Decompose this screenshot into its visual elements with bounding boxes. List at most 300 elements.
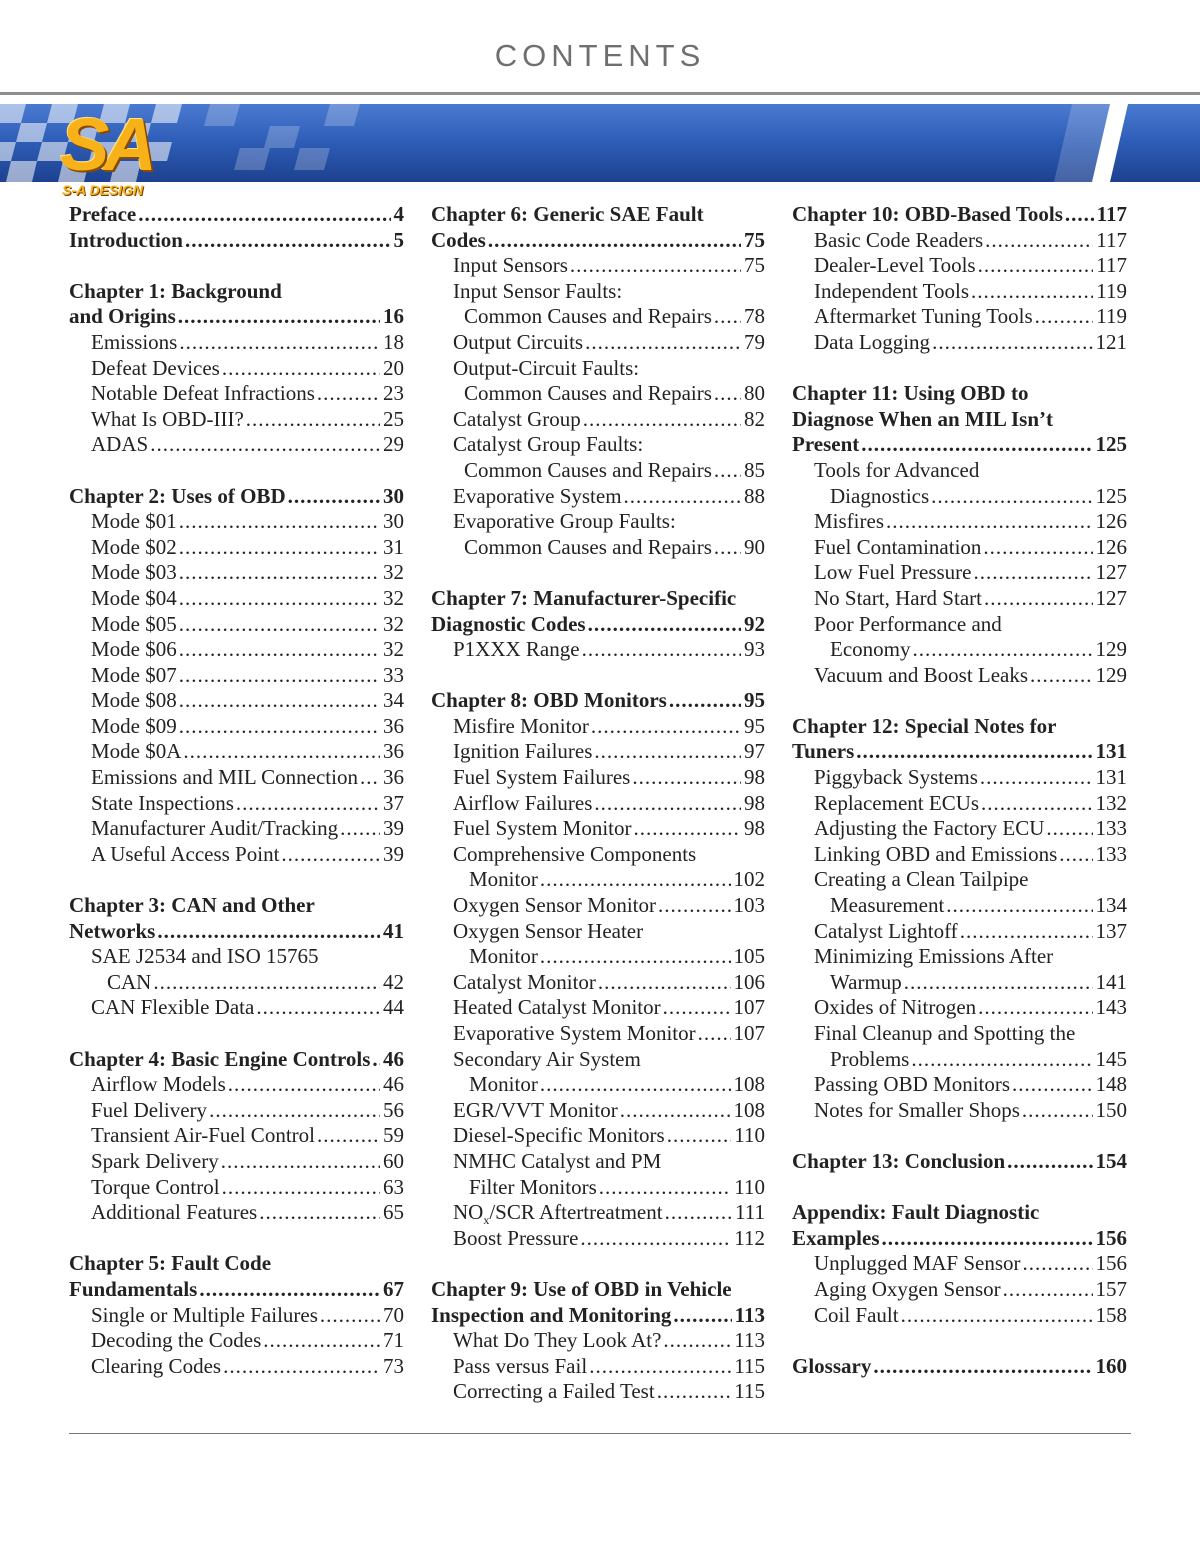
toc-section-entry[interactable] <box>431 791 765 817</box>
toc-entry-title: Basic Code Readers <box>814 227 984 252</box>
toc-entry-title: Warmup <box>830 969 902 994</box>
toc-section-entry[interactable] <box>431 279 765 305</box>
toc-page-number: 107 <box>733 1021 765 1045</box>
toc-chapter-entry[interactable] <box>431 612 765 638</box>
toc-section-entry[interactable] <box>431 407 765 433</box>
toc-section-entry[interactable] <box>69 1098 404 1124</box>
dot-leader <box>540 1072 731 1098</box>
toc-entry-title: Mode $02 <box>91 534 177 559</box>
toc-chapter-entry[interactable] <box>792 407 1127 433</box>
toc-chapter-entry[interactable] <box>69 919 404 945</box>
toc-section-entry[interactable] <box>431 1149 765 1175</box>
toc-page-number: 131 <box>1095 765 1127 790</box>
toc-entry-title: Chapter 11: Using OBD to <box>792 381 1029 406</box>
toc-entry-title: Additional Features <box>91 1200 258 1225</box>
toc-entry-subscript: x <box>483 1213 490 1228</box>
toc-section-entry[interactable] <box>431 330 765 356</box>
toc-page-number: 131 <box>1095 739 1127 764</box>
toc-section-entry[interactable] <box>69 407 404 433</box>
dot-leader <box>1012 1072 1092 1098</box>
toc-spacer <box>792 356 1127 382</box>
toc-entry-title: Chapter 10: OBD-Based Tools <box>792 202 1063 226</box>
toc-entry-title: Chapter 7: Manufacturer-Specific <box>431 585 737 610</box>
toc-section-entry[interactable] <box>69 663 404 689</box>
toc-section-entry[interactable] <box>792 330 1127 356</box>
dot-leader <box>931 484 1092 510</box>
toc-entry-title: Chapter 12: Special Notes for <box>792 713 1057 738</box>
toc-page-number: 145 <box>1095 1046 1127 1071</box>
toc-section-entry[interactable] <box>431 1047 765 1073</box>
toc-section-entry[interactable] <box>431 432 765 458</box>
toc-section-entry[interactable] <box>431 1200 765 1226</box>
toc-section-entry[interactable] <box>792 1072 1127 1098</box>
toc-entry-title: Airflow Failures <box>453 790 593 815</box>
dot-leader <box>540 944 731 970</box>
toc-entry-title: Catalyst Lightoff <box>814 918 958 943</box>
toc-section-entry[interactable] <box>431 458 765 484</box>
toc-entry-title: Creating a Clean Tailpipe <box>814 867 1029 892</box>
toc-section-entry[interactable] <box>431 1354 765 1380</box>
toc-section-entry[interactable] <box>792 484 1127 510</box>
toc-page-number: 34 <box>383 688 404 713</box>
dot-leader <box>1007 1149 1092 1175</box>
toc-section-entry[interactable] <box>792 1021 1127 1047</box>
toc-section-entry[interactable] <box>792 765 1127 791</box>
toc-section-entry[interactable] <box>431 739 765 765</box>
toc-page-number: 111 <box>735 1200 765 1225</box>
toc-section-entry[interactable] <box>69 1149 404 1175</box>
toc-spacer <box>69 458 404 484</box>
toc-section-entry[interactable] <box>431 995 765 1021</box>
toc-chapter-entry[interactable] <box>792 1149 1127 1175</box>
toc-entry-title-part: NO <box>453 1200 484 1225</box>
dot-leader <box>1023 1251 1093 1277</box>
toc-section-entry[interactable] <box>431 919 765 945</box>
toc-section-entry[interactable] <box>792 816 1127 842</box>
toc-chapter-entry[interactable] <box>792 202 1127 228</box>
toc-section-entry[interactable] <box>69 586 404 612</box>
toc-entry-title: Chapter 9: Use of OBD in Vehicle <box>431 1276 732 1301</box>
toc-entry-title: Oxygen Sensor Heater <box>453 918 644 943</box>
toc-entry-title: Minimizing Emissions After <box>814 944 1054 969</box>
toc-chapter-entry[interactable] <box>69 279 404 305</box>
dot-leader <box>179 535 380 561</box>
dot-leader <box>583 407 741 433</box>
toc-section-entry[interactable] <box>792 970 1127 996</box>
toc-page-number: 92 <box>744 611 765 636</box>
toc-page-number: 157 <box>1095 1276 1127 1301</box>
toc-page-number: 4 <box>393 202 404 226</box>
toc-page-number: 98 <box>744 816 765 841</box>
toc-entry-title: Present <box>792 432 860 457</box>
toc-page-number: 134 <box>1095 893 1127 918</box>
toc-section-entry[interactable] <box>69 560 404 586</box>
toc-section-entry[interactable] <box>69 995 404 1021</box>
page-title: CONTENTS <box>494 38 706 73</box>
toc-section-entry[interactable] <box>792 458 1127 484</box>
toc-page-number: 33 <box>383 662 404 687</box>
toc-page-number: 63 <box>383 1174 404 1199</box>
dot-leader <box>582 637 741 663</box>
toc-section-entry[interactable] <box>69 330 404 356</box>
toc-chapter-entry[interactable] <box>69 893 404 919</box>
dot-leader <box>960 919 1093 945</box>
toc-section-entry[interactable] <box>69 791 404 817</box>
toc-entry-title: Single or Multiple Failures <box>91 1302 318 1327</box>
toc-section-entry[interactable] <box>431 1123 765 1149</box>
toc-entry-title: Passing OBD Monitors <box>814 1072 1011 1097</box>
toc-section-entry[interactable] <box>792 1277 1127 1303</box>
toc-section-entry[interactable] <box>69 381 404 407</box>
toc-page-number: 102 <box>733 867 765 892</box>
dot-leader <box>179 612 380 638</box>
toc-section-entry[interactable] <box>431 304 765 330</box>
dot-leader <box>665 1200 732 1226</box>
toc-chapter-entry[interactable] <box>792 1226 1127 1252</box>
toc-entry-title <box>453 1200 663 1226</box>
toc-section-entry[interactable] <box>792 637 1127 663</box>
toc-page-number: 117 <box>1096 202 1127 226</box>
toc-page-number: 129 <box>1095 637 1127 662</box>
toc-entry-title: ADAS <box>91 432 149 457</box>
toc-spacer <box>431 560 765 586</box>
toc-section-entry[interactable] <box>69 432 404 458</box>
toc-page-number: 5 <box>393 227 404 252</box>
toc-page-number: 119 <box>1096 278 1127 303</box>
toc-chapter-entry[interactable] <box>69 202 404 228</box>
toc-entry-title: Codes <box>431 227 486 252</box>
toc-entry-title: Coil Fault <box>814 1302 899 1327</box>
toc-chapter-entry[interactable] <box>792 1354 1127 1380</box>
toc-entry-title: Monitor <box>469 867 538 892</box>
toc-page-number: 90 <box>744 534 765 559</box>
toc-chapter-entry[interactable] <box>69 1251 404 1277</box>
toc-section-entry[interactable] <box>69 816 404 842</box>
toc-chapter-entry[interactable] <box>792 1200 1127 1226</box>
toc-page-number: 103 <box>733 893 765 918</box>
toc-section-entry[interactable] <box>69 356 404 382</box>
toc-entry-title: Output-Circuit Faults: <box>453 355 640 380</box>
dot-leader <box>259 1200 380 1226</box>
dot-leader <box>580 1226 731 1252</box>
toc-entry-title: What Is OBD-III? <box>91 406 244 431</box>
dot-leader <box>179 663 380 689</box>
toc-entry-title: Notable Defeat Infractions <box>91 381 315 406</box>
toc-entry-title: Linking OBD and Emissions <box>814 841 1058 866</box>
toc-page-number: 88 <box>744 483 765 508</box>
toc-page-number: 44 <box>383 995 404 1020</box>
toc-entry-title: Diagnostic Codes <box>431 611 586 636</box>
toc-entry-title: Output Circuits <box>453 329 584 354</box>
toc-section-entry[interactable] <box>792 509 1127 535</box>
toc-entry-title: Catalyst Group <box>453 406 581 431</box>
toc-page-number: 107 <box>733 995 765 1020</box>
toc-entry-title: Defeat Devices <box>91 355 220 380</box>
dot-leader <box>1022 1098 1093 1124</box>
toc-entry-title: Misfires <box>814 509 884 534</box>
toc-section-entry[interactable] <box>431 714 765 740</box>
toc-section-entry[interactable] <box>69 509 404 535</box>
toc-page-number: 73 <box>383 1353 404 1378</box>
toc-entry-title: Common Causes and Repairs <box>464 381 712 406</box>
toc-section-entry[interactable] <box>69 1175 404 1201</box>
toc-page-number: 95 <box>744 713 765 738</box>
toc-section-entry[interactable] <box>69 1328 404 1354</box>
toc-spacer <box>792 688 1127 714</box>
dot-leader <box>978 995 1092 1021</box>
dot-leader <box>594 739 741 765</box>
toc-page-number: 56 <box>383 1097 404 1122</box>
toc-section-entry[interactable] <box>69 944 404 970</box>
toc-spacer <box>69 1226 404 1252</box>
toc-section-entry[interactable] <box>431 970 765 996</box>
toc-chapter-entry[interactable] <box>69 228 404 254</box>
dot-leader <box>714 304 741 330</box>
dot-leader <box>598 970 731 996</box>
toc-section-entry[interactable] <box>792 612 1127 638</box>
dot-leader <box>714 381 741 407</box>
dot-leader <box>588 612 741 638</box>
toc-chapter-entry[interactable] <box>792 739 1127 765</box>
toc-section-entry[interactable] <box>431 867 765 893</box>
dot-leader <box>861 432 1092 458</box>
toc-entry-title: EGR/VVT Monitor <box>453 1097 618 1122</box>
toc-section-entry[interactable] <box>792 944 1127 970</box>
toc-section-entry[interactable] <box>792 586 1127 612</box>
toc-page-number: 126 <box>1095 509 1127 534</box>
toc-page-number: 32 <box>383 585 404 610</box>
toc-page-number: 160 <box>1095 1353 1127 1378</box>
toc-entry-title: Mode $01 <box>91 509 177 534</box>
dot-leader <box>980 765 1093 791</box>
toc-chapter-entry[interactable] <box>69 484 404 510</box>
toc-chapter-entry[interactable] <box>431 586 765 612</box>
toc-section-entry[interactable] <box>69 637 404 663</box>
footer-rule <box>69 1433 1131 1434</box>
toc-entry-title: Chapter 4: Basic Engine Controls <box>69 1046 371 1071</box>
toc-entry-title: Tuners <box>792 739 855 764</box>
dot-leader <box>209 1098 380 1124</box>
toc-page-number: 106 <box>733 969 765 994</box>
toc-section-entry[interactable] <box>792 1047 1127 1073</box>
dot-leader <box>911 1047 1092 1073</box>
toc-section-entry[interactable] <box>431 356 765 382</box>
toc-page-number: 25 <box>383 406 404 431</box>
toc-section-entry[interactable] <box>792 919 1127 945</box>
dot-leader <box>904 970 1093 996</box>
toc-entry-title: and Origins <box>69 304 176 329</box>
toc-chapter-entry[interactable] <box>431 202 765 228</box>
toc-entry-title: Diagnostics <box>830 483 930 508</box>
toc-entry-title: Common Causes and Repairs <box>464 534 712 559</box>
toc-section-entry[interactable] <box>69 1072 404 1098</box>
toc-page-number: 112 <box>734 1225 765 1250</box>
toc-chapter-entry[interactable] <box>69 1047 404 1073</box>
dot-leader <box>183 739 380 765</box>
toc-section-entry[interactable] <box>431 381 765 407</box>
dot-leader <box>1065 202 1094 228</box>
toc-section-entry[interactable] <box>69 714 404 740</box>
dot-leader <box>199 1277 380 1303</box>
toc-page-number: 59 <box>383 1123 404 1148</box>
dot-leader <box>698 1021 731 1047</box>
toc-section-entry[interactable] <box>69 739 404 765</box>
toc-entry-title: Networks <box>69 918 156 943</box>
toc-entry-title: Chapter 3: CAN and Other <box>69 893 315 918</box>
toc-section-entry[interactable] <box>792 1098 1127 1124</box>
toc-section-entry[interactable] <box>792 842 1127 868</box>
dot-leader <box>221 1149 380 1175</box>
dot-leader <box>236 791 380 817</box>
toc-spacer <box>792 1328 1127 1354</box>
toc-section-entry[interactable] <box>69 1303 404 1329</box>
dot-leader <box>978 253 1094 279</box>
toc-section-entry[interactable] <box>69 1354 404 1380</box>
toc-section-entry[interactable] <box>792 1303 1127 1329</box>
dot-leader <box>153 970 380 996</box>
toc-entry-title: Preface <box>69 202 137 226</box>
toc-entry-title: Evaporative System <box>453 483 622 508</box>
toc-section-entry[interactable] <box>792 867 1127 893</box>
toc-section-entry[interactable] <box>792 893 1127 919</box>
toc-page-number: 65 <box>383 1200 404 1225</box>
dot-leader <box>179 560 380 586</box>
toc-section-entry[interactable] <box>792 560 1127 586</box>
dot-leader <box>886 509 1093 535</box>
dot-leader <box>222 1175 380 1201</box>
toc-entry-title: NMHC Catalyst and PM <box>453 1148 662 1173</box>
toc-section-entry[interactable] <box>792 1251 1127 1277</box>
toc-section-entry[interactable] <box>69 1123 404 1149</box>
toc-section-entry[interactable] <box>431 535 765 561</box>
toc-entry-title: Introduction <box>69 227 183 252</box>
toc-section-entry[interactable] <box>431 1226 765 1252</box>
dot-leader <box>179 509 380 535</box>
toc-entry-title: Vacuum and Boost Leaks <box>814 662 1029 687</box>
toc-page-number: 126 <box>1095 534 1127 559</box>
dot-leader <box>488 228 741 254</box>
toc-page-number: 32 <box>383 611 404 636</box>
toc-chapter-entry[interactable] <box>792 714 1127 740</box>
toc-entry-title: Heated Catalyst Monitor <box>453 995 661 1020</box>
toc-page-number: 75 <box>744 227 765 252</box>
dot-leader <box>663 1328 731 1354</box>
toc-section-entry[interactable] <box>431 253 765 279</box>
toc-section-entry[interactable] <box>431 1328 765 1354</box>
toc-page-number: 30 <box>383 509 404 534</box>
toc-section-entry[interactable] <box>431 944 765 970</box>
toc-section-entry[interactable] <box>431 509 765 535</box>
toc-spacer <box>792 1175 1127 1201</box>
toc-entry-title: Problems <box>830 1046 910 1071</box>
toc-section-entry[interactable] <box>431 1098 765 1124</box>
toc-chapter-entry[interactable] <box>431 688 765 714</box>
dot-leader <box>185 228 391 254</box>
toc-entry-title: State Inspections <box>91 790 234 815</box>
toc-section-entry[interactable] <box>431 1175 765 1201</box>
toc-section-entry[interactable] <box>792 253 1127 279</box>
toc-entry-title: Evaporative Group Faults: <box>453 509 676 534</box>
toc-page-number: 137 <box>1095 918 1127 943</box>
toc-page-number: 31 <box>383 534 404 559</box>
toc-section-entry[interactable] <box>792 663 1127 689</box>
toc-entry-title: Fuel Contamination <box>814 534 982 559</box>
toc-entry-title: Secondary Air System <box>453 1046 641 1071</box>
toc-chapter-entry[interactable] <box>431 1277 765 1303</box>
toc-entry-title: Chapter 1: Background <box>69 278 282 303</box>
toc-entry-title: Pass versus Fail <box>453 1353 588 1378</box>
toc-entry-title: Catalyst Monitor <box>453 969 596 994</box>
toc-section-entry[interactable] <box>792 791 1127 817</box>
toc-page-number: 117 <box>1096 253 1127 278</box>
toc-section-entry[interactable] <box>792 304 1127 330</box>
toc-section-entry[interactable] <box>792 995 1127 1021</box>
toc-section-entry[interactable] <box>69 1200 404 1226</box>
toc-chapter-entry[interactable] <box>792 381 1127 407</box>
toc-page-number: 32 <box>383 637 404 662</box>
dot-leader <box>932 330 1092 356</box>
toc-section-entry[interactable] <box>431 1021 765 1047</box>
toc-section-entry[interactable] <box>431 816 765 842</box>
toc-section-entry[interactable] <box>431 637 765 663</box>
dot-leader <box>540 867 731 893</box>
toc-entry-title: Piggyback Systems <box>814 765 978 790</box>
toc-section-entry[interactable] <box>792 279 1127 305</box>
dot-leader <box>360 765 380 791</box>
toc-page-number: 82 <box>744 406 765 431</box>
toc-section-entry[interactable] <box>69 535 404 561</box>
toc-section-entry[interactable] <box>431 842 765 868</box>
toc-page-number: 93 <box>744 637 765 662</box>
toc-page-number: 67 <box>383 1276 404 1301</box>
toc-section-entry[interactable] <box>792 535 1127 561</box>
toc-chapter-entry[interactable] <box>69 304 404 330</box>
toc-section-entry[interactable] <box>69 842 404 868</box>
toc-page-number: 42 <box>383 969 404 994</box>
toc-section-entry[interactable] <box>431 1379 765 1405</box>
toc-chapter-entry[interactable] <box>792 432 1127 458</box>
toc-section-entry[interactable] <box>431 893 765 919</box>
toc-entry-title: Notes for Smaller Shops <box>814 1097 1020 1122</box>
toc-page-number: 158 <box>1095 1302 1127 1327</box>
toc-chapter-entry[interactable] <box>69 1277 404 1303</box>
dot-leader <box>620 1098 731 1124</box>
dot-leader <box>179 330 380 356</box>
dot-leader <box>912 637 1092 663</box>
toc-page-number: 156 <box>1095 1251 1127 1276</box>
dot-leader <box>663 995 731 1021</box>
toc-entry-title: Evaporative System Monitor <box>453 1021 696 1045</box>
toc-entry-title: Decoding the Codes <box>91 1328 262 1353</box>
toc-entry-title: Mode $03 <box>91 560 177 585</box>
toc-chapter-entry[interactable] <box>431 228 765 254</box>
toc-section-entry[interactable] <box>431 484 765 510</box>
toc-section-entry[interactable] <box>431 1072 765 1098</box>
toc-page-number: 36 <box>383 713 404 738</box>
toc-section-entry[interactable] <box>431 765 765 791</box>
toc-page-number: 85 <box>744 457 765 482</box>
toc-entry-title: Aftermarket Tuning Tools <box>814 304 1033 329</box>
dot-leader <box>157 919 380 945</box>
toc-section-entry[interactable] <box>69 765 404 791</box>
toc-section-entry[interactable] <box>69 612 404 638</box>
toc-section-entry[interactable] <box>69 970 404 996</box>
toc-entry-title: Filter Monitors <box>469 1174 597 1199</box>
toc-section-entry[interactable] <box>792 228 1127 254</box>
toc-chapter-entry[interactable] <box>431 1303 765 1329</box>
toc-section-entry[interactable] <box>69 688 404 714</box>
toc-page-number: 18 <box>383 329 404 354</box>
